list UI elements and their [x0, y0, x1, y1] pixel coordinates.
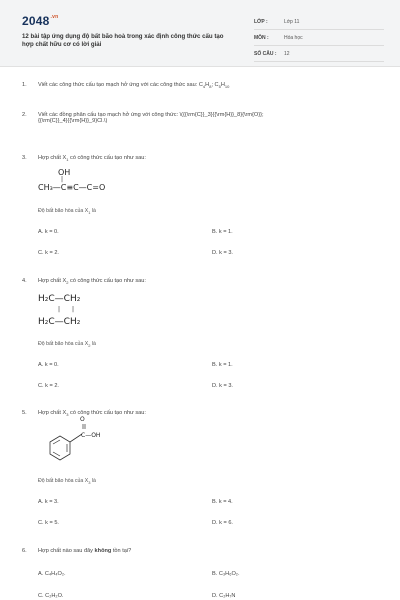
option-5d[interactable]: D. k = 6.	[212, 520, 233, 526]
ring-double-bond-1	[53, 440, 60, 444]
benzoic-acid-structure	[30, 420, 120, 470]
ring-double-bond-3	[53, 452, 60, 456]
formula-x1-chain: CH₃—C≡C—C=O	[38, 183, 106, 192]
question-1: 1. Viết các công thức cấu tạo mạch hở ứng với các công thức sau: $C_4H_8$; $C_5H_{10}$	[22, 82, 230, 90]
site-logo[interactable]: $2048^{.vn}$	[22, 14, 59, 28]
meta-row-count: SỐ CÂU : 12	[254, 46, 384, 62]
option-4a[interactable]: A. k = 0.	[38, 362, 59, 368]
option-3c[interactable]: C. k = 2.	[38, 250, 59, 256]
question-4-ask: Độ bất bão hòa của $X_2$ là	[38, 341, 96, 349]
option-6b[interactable]: B. C₃H₆O₂.	[212, 571, 240, 577]
option-6a[interactable]: A. C₄H₄O₂.	[38, 571, 66, 577]
formula-x3-o: O	[80, 416, 85, 423]
option-5b[interactable]: B. k = 4.	[212, 499, 233, 505]
option-5a[interactable]: A. k = 3.	[38, 499, 59, 505]
meta-row-subject: MÔN : Hóa học	[254, 30, 384, 46]
question-5: 5. Hợp chất $X_3$ có công thức cấu tạo như sau:	[22, 410, 146, 418]
question-3: 3. Hợp chất $X_1$ có công thức cấu tạo như sau:	[22, 155, 146, 163]
option-3a[interactable]: A. k = 0.	[38, 229, 59, 235]
meta-row-class: LỚP : Lớp 11	[254, 14, 384, 30]
question-2: 2. Viết các đồng phân cấu tạo mạch hở ứng với công thức: \({{\rm{C}}_3}{{\rm{H}}_8}{\rm{O}}; {{\rm{C}}_4}{{\rm{H}}_9}Cl.\)	[22, 112, 264, 124]
question-6: 6. Hợp chất nào sau đây không tồn tại?	[22, 548, 132, 554]
formula-x3-cooh: C—OH	[81, 432, 101, 439]
option-4d[interactable]: D. k = 3.	[212, 383, 233, 389]
option-4b[interactable]: B. k = 1.	[212, 362, 233, 368]
meta-info	[254, 14, 384, 62]
option-6c[interactable]: C. C₂H₂O.	[38, 593, 64, 599]
formula-x2-bonds: ||	[58, 306, 87, 313]
question-5-ask: Độ bất bão hòa của $X_3$ là	[38, 478, 96, 486]
page-title: 12 bài tập ứng dụng độ bất bão hoà trong xác định công thức cấu tạo hợp chất hữu cơ có lời giải	[22, 33, 224, 48]
option-6d[interactable]: D. C₂H₇N	[212, 593, 236, 599]
formula-x2-top: H₂C—CH₂	[38, 294, 81, 304]
formula-x2-bottom: H₂C—CH₂	[38, 317, 81, 327]
option-3d[interactable]: D. k = 3.	[212, 250, 233, 256]
header	[0, 0, 400, 67]
question-3-ask: Độ bất bão hòa của $X_1$ là	[38, 208, 96, 216]
option-5c[interactable]: C. k = 5.	[38, 520, 59, 526]
formula-x1-bond: |	[61, 176, 64, 183]
option-4c[interactable]: C. k = 2.	[38, 383, 59, 389]
formula-x1-oh: OH	[58, 168, 71, 177]
question-4: 4. Hợp chất $X_2$ có công thức cấu tạo như sau:	[22, 278, 146, 286]
option-3b[interactable]: B. k = 1.	[212, 229, 233, 235]
